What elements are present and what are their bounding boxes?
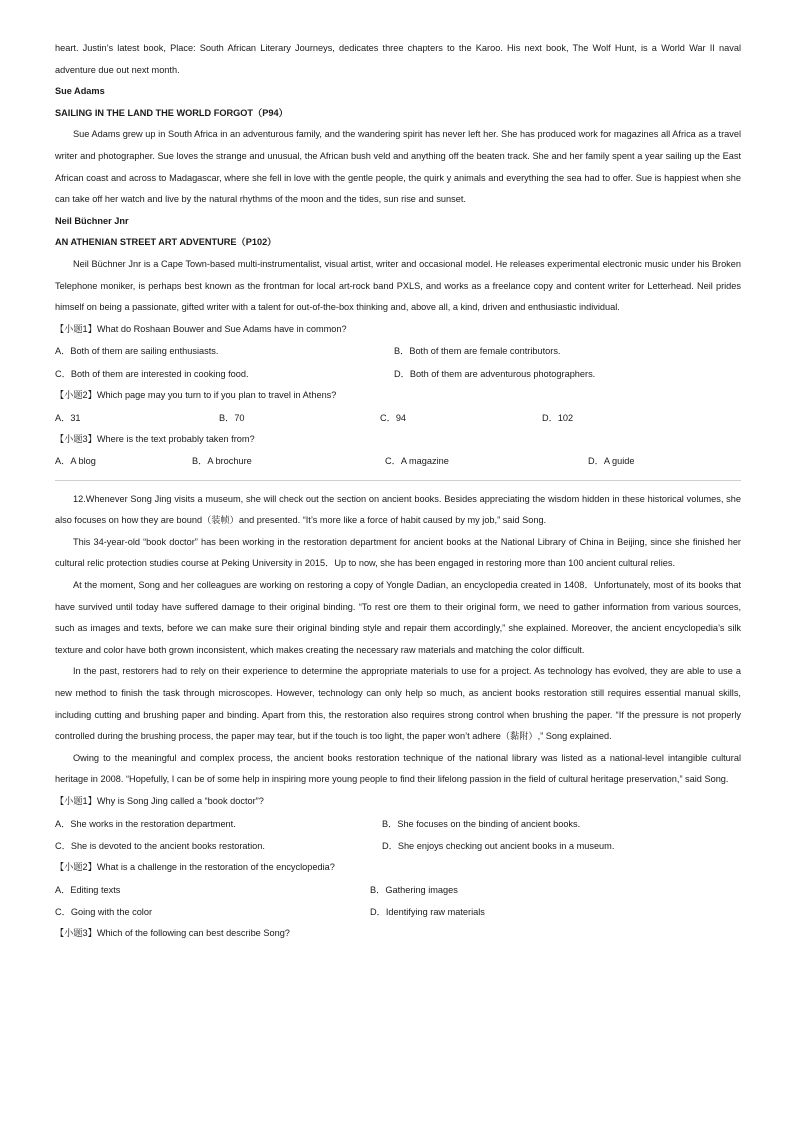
passage-paragraph: 12.Whenever Song Jing visits a museum, she will check out the section on ancient books. Besides appreciating the wisdom hidden in these historical volumes, she also focuses on how they are bound（装帧）and presented. “It’s more like a force of habit caused by my job,” said Song. [55,493,741,526]
option-row [55,450,741,472]
option-a[interactable]: A．Editing texts [55,884,121,895]
passage-intro: heart. Justin’s latest book, Place: South African Literary Journeys, dedicates three chapters to the Karoo. His next book, The Wolf Hunt, is a World War II naval adventure due out next month. [55,43,741,75]
option-row [55,835,741,857]
section-divider [55,480,741,481]
option-d[interactable]: D．102 [542,412,574,423]
option-a[interactable]: A．A blog [55,456,96,467]
option-a[interactable]: A．She works in the restoration department. [55,818,236,829]
option-a[interactable]: A．31 [55,412,81,423]
author-bio: Sue Adams grew up in South Africa in an adventurous family, and the wandering spirit has never left her. She has produced work for magazines all Africa as a travel writer and photographer. Sue loves the strange and unusual, the African bush veld and anything off the beaten track. She and her family spent a year sailing up the East African coast and across to Madagascar, where she fell in love with the gentle people, the quirk y animals and everything the sea had to offer. Sue is happiest when she can take off her watch and live by the natural rhythms of the moon and the tides, sun rise and sunset. [55,129,741,205]
option-d[interactable]: D．She enjoys checking out ancient books in a museum. [382,840,615,851]
question-prompt: 【小题1】Why is Song Jing called a “book doctor”? [55,796,264,806]
author-bio: Neil Büchner Jnr is a Cape Town-based multi-instrumentalist, visual artist, writer and occasional model. He releases experimental electronic music under his Broken Telephone moniker, is perhaps best known as the frontman for local art-rock band PXLS, and works as a freelance copy and content writer for Letterhead. Neil prides himself on being a passionate, gifted writer with a talent for out-of-the-box thinking and, above all, a kind, driven and enthusiastic individual. [55,258,741,313]
question-prompt: 【小题2】What is a challenge in the restoration of the encyclopedia? [55,862,335,873]
option-c[interactable]: C．Both of them are interested in cooking food. [55,368,249,379]
option-row [55,363,741,385]
option-b[interactable]: B．70 [219,412,245,423]
option-row [55,340,741,362]
passage-paragraph: This 34-year-old “book doctor” has been working in the restoration department for ancient books at the National Library of China in Beijing, since she finished her cultural relic protection studies course at Peking University in 2015．Up to now, she has been engaged in restoring more than 100 ancient cultural relies. [55,536,741,569]
passage-paragraph: Owing to the meaningful and complex process, the ancient books restoration technique of the national library was listed as a national-level intangible cultural heritage in 2008. “Hopefully, I can be of some help in inspiring more young people to find their lifelong passion in the field of cultural heritage preservation,” said Song. [55,752,741,785]
option-c[interactable]: C．Going with the color [55,907,153,918]
article-title: AN ATHENIAN STREET ART ADVENTURE（P102） [55,237,277,248]
option-c[interactable]: C．A magazine [385,456,449,467]
author-name: Sue Adams [55,86,105,97]
question-prompt: 【小题2】Which page may you turn to if you plan to travel in Athens? [55,389,337,400]
option-c[interactable]: C．She is devoted to the ancient books restoration. [55,840,265,851]
option-b[interactable]: B．Gathering images [370,884,458,895]
option-d[interactable]: D．A guide [588,456,635,467]
author-name: Neil Büchner Jnr [55,215,129,226]
option-row [55,901,741,923]
option-b[interactable]: B．She focuses on the binding of ancient books. [382,818,581,829]
option-row [55,879,741,901]
document-page [55,38,741,945]
option-b[interactable]: B．A brochure [192,456,252,467]
option-a[interactable]: A．Both of them are sailing enthusiasts. [55,346,219,357]
option-b[interactable]: B．Both of them are female contributors. [394,346,561,357]
option-d[interactable]: D．Both of them are adventurous photographers. [394,368,596,379]
question-prompt: 【小题1】What do Roshaan Bouwer and Sue Adams have in common? [55,323,347,334]
option-row [55,813,741,835]
article-title: SAILING IN THE LAND THE WORLD FORGOT（P94） [55,107,288,118]
option-c[interactable]: C．94 [380,412,407,423]
passage-paragraph: In the past, restorers had to rely on their experience to determine the appropriate materials to use for a project. As technology has evolved, they are able to use a new method to finish the task through microscopes. However, technology can only help so much, as ancient books restoration still requires essential manual skills, including cutting and brushing paper and binding. Apart from this, the restoration also requires strong control when brushing the paper. “If the pressure is not properly controlled during the brushing process, the paper may tear, but if the touch is too light, the paper won’t adhere（黏附）,” Song explained. [55,666,741,742]
question-prompt: 【小题3】Which of the following can best describe Song? [55,928,290,939]
option-d[interactable]: D．Identifying raw materials [370,907,485,918]
option-row [55,407,741,429]
passage-paragraph: At the moment, Song and her colleagues are working on restoring a copy of Yongle Dadian, an encyclopedia created in 1408．Unfortunately, most of its books that have survived until today have suffered damage to their original binding. “To rest ore them to their original form, we need to gather information from various sources, such as images and texts, before we can make sure their original binding style and repair them accordingly,” she explained. Moreover, the ancient encyclopedia’s silk texture and color have both grown inconsistent, which makes creating the necessary raw materials and matching the color difficult. [55,580,741,655]
question-prompt: 【小题3】Where is the text probably taken from? [55,433,255,444]
